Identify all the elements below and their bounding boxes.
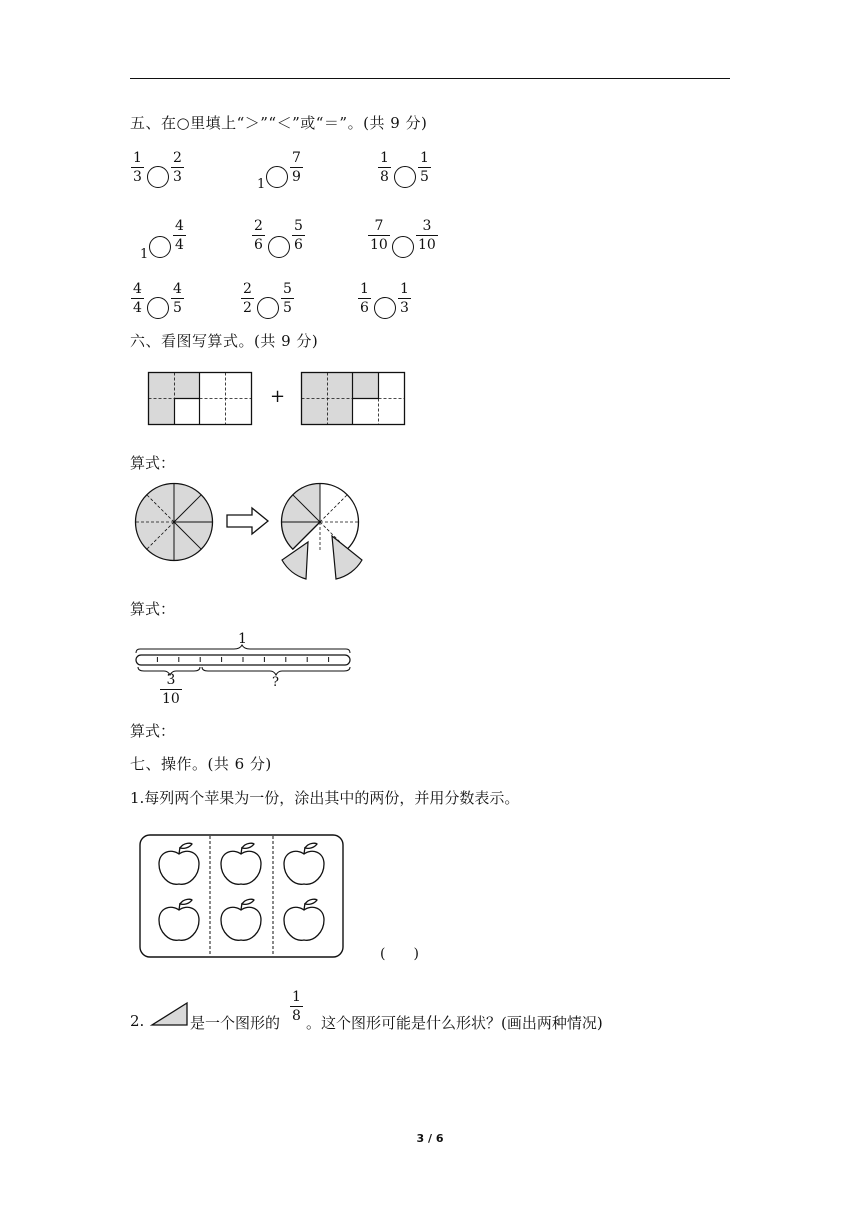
- fraction: $\frac{5}{5}$: [283, 281, 292, 316]
- top-rule: [130, 78, 730, 79]
- section5-heading: 五、在○里填上“＞”“＜”或“＝”。(共 9 分): [130, 114, 428, 132]
- rect-figure-right: [301, 372, 406, 426]
- fraction: $\frac{1}{5}$: [420, 150, 429, 185]
- section7-heading: 七、操作。(共 6 分): [130, 755, 272, 773]
- compare-circle[interactable]: [147, 166, 169, 188]
- whole-number: 1: [257, 177, 266, 192]
- q1-text: 1.每列两个苹果为一份，涂出其中的两份，并用分数表示。: [130, 789, 520, 807]
- compare-circle[interactable]: [149, 236, 171, 258]
- compare-circle[interactable]: [394, 166, 416, 188]
- fraction: $\frac{7}{10}$: [370, 218, 388, 253]
- unknown-label: ?: [272, 675, 279, 690]
- q2-fraction: $\frac{1}{8}$: [292, 989, 301, 1024]
- compare-circle[interactable]: [147, 297, 169, 319]
- fraction: $\frac{1}{3}$: [400, 281, 409, 316]
- formula-label: 算式：: [130, 600, 176, 618]
- fraction: $\frac{2}{6}$: [254, 218, 263, 253]
- compare-circle[interactable]: [374, 297, 396, 319]
- page-number: 3 / 6: [416, 1132, 444, 1145]
- compare-circle[interactable]: [266, 166, 288, 188]
- q2-suffix-text: 。这个图形可能是什么形状？(画出两种情况): [306, 1014, 603, 1032]
- whole-number: 1: [140, 247, 149, 262]
- fraction: $\frac{4}{5}$: [173, 281, 182, 316]
- compare-circle[interactable]: [268, 236, 290, 258]
- part-fraction: $\frac{3}{10}$: [162, 672, 180, 707]
- triangle-icon: [150, 1001, 190, 1027]
- fraction: $\frac{2}{3}$: [173, 150, 182, 185]
- fraction: $\frac{5}{6}$: [294, 218, 303, 253]
- fraction: $\frac{7}{9}$: [292, 150, 301, 185]
- right-arrow-icon: [226, 507, 270, 535]
- circle-figure-whole: [134, 482, 214, 562]
- section6-heading: 六、看图写算式。(共 9 分): [130, 332, 319, 350]
- fraction: $\frac{1}{3}$: [133, 150, 142, 185]
- compare-circle[interactable]: [257, 297, 279, 319]
- answer-paren[interactable]: ( ): [380, 946, 419, 962]
- q2-number: 2.: [130, 1012, 145, 1030]
- fraction: $\frac{4}{4}$: [133, 281, 142, 316]
- fraction: $\frac{1}{8}$: [380, 150, 389, 185]
- q2-middle-text: 是一个图形的: [190, 1014, 281, 1032]
- apple-grid[interactable]: [139, 834, 344, 959]
- total-label: 1: [238, 631, 247, 647]
- circle-figure-cut: [280, 482, 370, 582]
- formula-label: 算式：: [130, 454, 176, 472]
- fraction: $\frac{4}{4}$: [175, 218, 184, 253]
- compare-circle[interactable]: [392, 236, 414, 258]
- fraction: $\frac{2}{2}$: [243, 281, 252, 316]
- fraction: $\frac{1}{6}$: [360, 281, 369, 316]
- rect-figure-left: [148, 372, 253, 426]
- fraction: $\frac{3}{10}$: [418, 218, 436, 253]
- plus-sign: +: [270, 386, 286, 407]
- formula-label: 算式：: [130, 722, 176, 740]
